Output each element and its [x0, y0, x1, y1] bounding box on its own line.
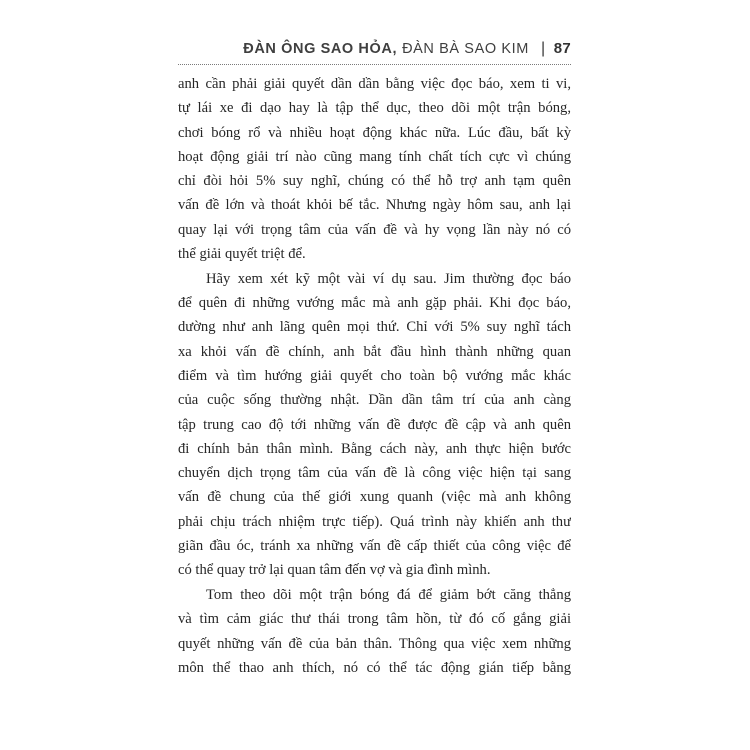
paragraph-2 [178, 267, 571, 583]
text-line: hoạt động giải trí nào cũng mang tính chất tích cực vì chúng [178, 148, 571, 165]
book-title-regular: ĐÀN BÀ SAO KIM [402, 41, 529, 57]
running-header [243, 40, 571, 58]
text-line: chơi bóng rổ và nhiều hoạt động khác nữa. Lúc đầu, bất kỳ [178, 124, 571, 141]
text-line: giãn đầu óc, tránh xa những vấn đề cấp thiết của công việc để [178, 538, 571, 555]
text-line: tập trung cao độ tới những vấn đề được đề cập và anh quên [178, 416, 571, 433]
text-line: có thể quay trở lại quan tâm đến vợ và gia đình mình. [178, 562, 491, 579]
header-separator: | [540, 40, 546, 57]
text-line: quay lại với trọng tâm của vấn đề và hy vọng lần này nó có [178, 221, 571, 238]
text-line: anh cần phải giải quyết dần dần bằng việc đọc báo, xem ti vi, [178, 76, 571, 92]
page-number: 87 [553, 40, 571, 57]
text-line: phải chịu trách nhiệm trực tiếp). Quá trình này khiến anh thư [178, 513, 571, 530]
text-line: thể giải quyết triệt để. [178, 246, 306, 263]
text-line: quyết những vấn đề của bản thân. Thông qua việc xem những [178, 635, 571, 652]
text-line: môn thể thao anh thích, nó có thể tác động gián tiếp bằng [178, 659, 571, 676]
paragraph-3 [178, 583, 571, 680]
text-line: chuyển dịch trọng tâm của vấn đề là công việc hiện tại sang [178, 465, 571, 482]
text-line: và tìm cảm giác thư thái trong tâm hồn, từ đó cố gắng giải [178, 611, 571, 628]
text-line: đi chính bản thân mình. Bằng cách này, anh thực hiện bước [178, 440, 571, 457]
paragraph-1 [178, 72, 571, 266]
text-line: để quên đi những vướng mắc mà anh gặp phải. Khi đọc báo, [178, 295, 571, 312]
text-line: điểm và tìm hướng giải quyết cho toàn bộ vướng mắc khác [178, 367, 571, 384]
text-line: dường như anh lãng quên mọi thứ. Chỉ với 5% suy nghĩ tách [178, 319, 571, 336]
text-line: xa khỏi vấn đề chính, anh bắt đầu hình thành những quan [178, 343, 571, 360]
header-dotted-rule [178, 64, 571, 65]
book-title-bold: ĐÀN ÔNG SAO HỎA, [243, 41, 398, 57]
text-line: tự lái xe đi dạo hay là tập thể dục, theo dõi một trận bóng, [178, 100, 571, 117]
text-line: vấn đề lớn và thoát khỏi bế tắc. Nhưng ngày hôm sau, anh lại [178, 197, 571, 214]
text-line: chỉ đòi hỏi 5% suy nghĩ, chúng có thể hỗ trợ anh tạm quên [178, 173, 571, 190]
text-line: vấn đề chung của thế giới xung quanh (việc mà anh không [178, 489, 571, 506]
text-line: của cuộc sống thường nhật. Dần dần tâm trí của anh càng [178, 392, 571, 409]
text-line: Tom theo dõi một trận bóng đá để giảm bớt căng thẳng [206, 587, 571, 604]
text-line: Hãy xem xét kỹ một vài ví dụ sau. Jim thường đọc báo [206, 270, 571, 287]
body-text [178, 72, 571, 681]
